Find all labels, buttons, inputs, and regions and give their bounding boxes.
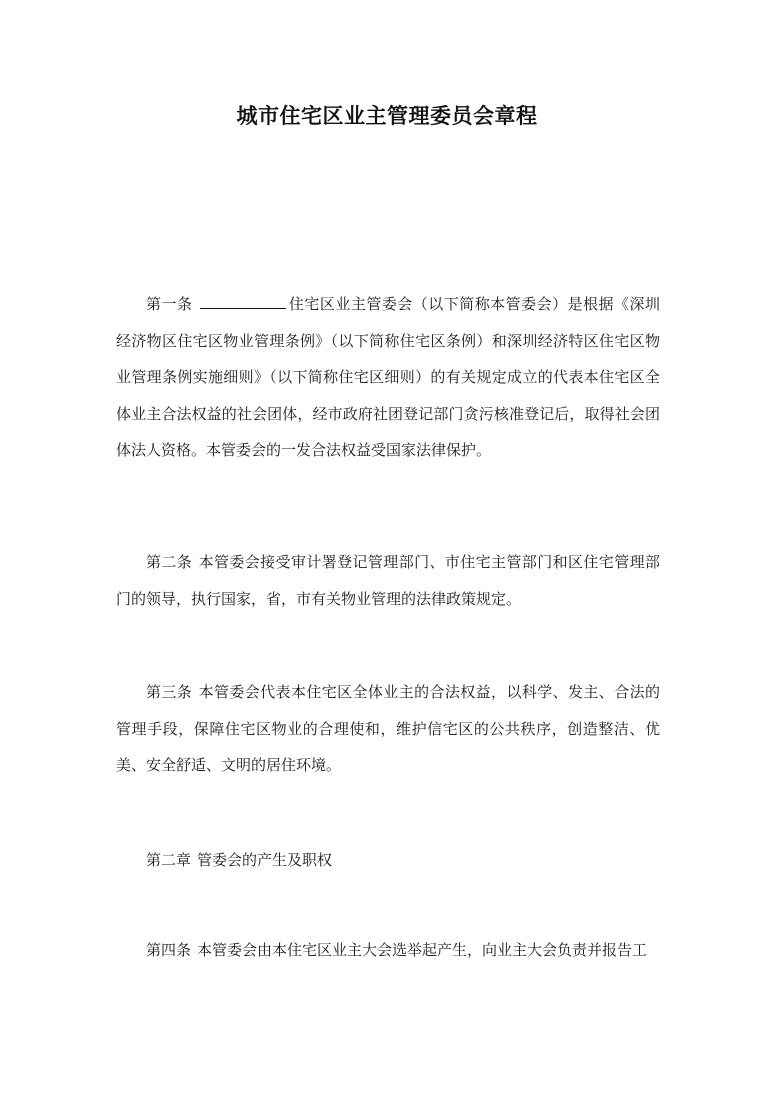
chapter-2-label: 第二章 xyxy=(146,851,192,869)
article-1 xyxy=(116,286,660,469)
article-2 xyxy=(116,544,660,617)
article-4 xyxy=(116,932,660,969)
chapter-2-heading xyxy=(116,842,660,879)
article-1-text: 住宅区业主管委会（以下简称本管委会）是根据《深圳经济物区住宅区物业管理条例》（以下简称住宅区条例）和深圳经济特区住宅区物业管理条例实施细则》（以下简称住宅区细则）的有关规定成立的代表本住宅区全体业主合法权益的社会团体，经市政府社团登记部门贪污核准登记后，取得社会团体法人资格。本管委会的一发合法权益受国家法律保护。 xyxy=(116,295,660,459)
fill-in-blank-line xyxy=(200,292,286,309)
article-2-label: 第二条 xyxy=(146,553,193,571)
article-4-label: 第四条 xyxy=(146,941,192,959)
article-3-text: 本管委会代表本住宅区全体业主的合法权益，以科学、发主、合法的管理手段，保障住宅区物业的合理使和，维护信宅区的公共秩序，创造整洁、优美、安全舒适、文明的居住环境。 xyxy=(116,683,660,774)
article-3 xyxy=(116,674,660,784)
article-1-label: 第一条 xyxy=(146,295,193,313)
article-4-text: 本管委会由本住宅区业主大会选举起产生，向业主大会负责并报告工 xyxy=(197,941,648,959)
article-3-label: 第三条 xyxy=(146,683,193,701)
article-2-text: 本管委会接受审计署登记管理部门、市住宅主管部门和区住宅管理部门的领导，执行国家，省，市有关物业管理的法律政策规定。 xyxy=(116,553,660,608)
document-title: 城市住宅区业主管理委员会章程 xyxy=(236,104,538,128)
chapter-2-title: 管委会的产生及职权 xyxy=(197,851,333,869)
